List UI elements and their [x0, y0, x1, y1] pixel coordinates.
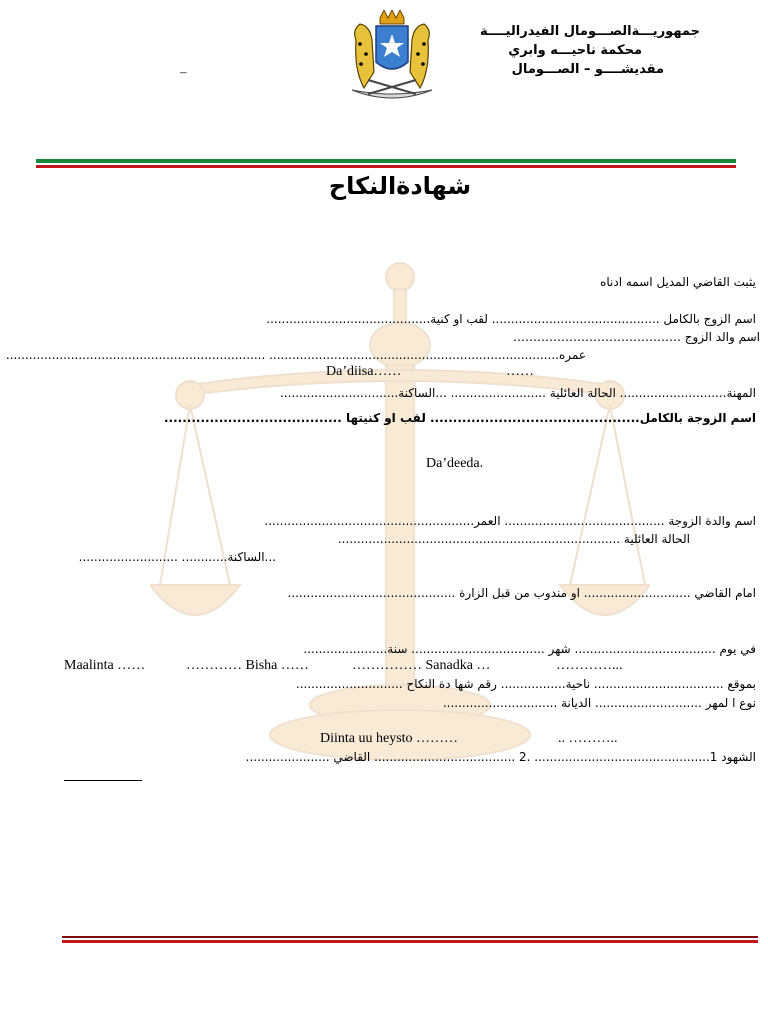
location-line: بموقع .................................. ناحية................. رقم شها دة النكاح ............................ [295, 677, 756, 691]
bride-name-line: اسم الزوجة بالكامل.............................................. لقب او كنيتها ....................................... [163, 411, 756, 425]
bride-mother-line: اسم والدة الزوجة .......................................... العمر....................................................... [264, 514, 756, 528]
groom-age-line: عمره............................................................................ .................................................................... [5, 348, 586, 362]
groom-job-line: المهنة............................ الحالة العائلية ......................... ...الساكنة............................... [279, 386, 756, 400]
bride-residence-line: ...الساكنة............ .......................... [78, 550, 276, 564]
religion-so-label: Diinta uu heysto ……… [320, 731, 459, 746]
groom-dadiisa-label: Da’diisa…… [326, 364, 402, 379]
header-dash: – [180, 64, 187, 79]
somalia-coat-of-arms-icon [346, 10, 438, 106]
mahr-religion-line: نوع ا لمهر ............................ الديانة .............................. [442, 696, 756, 710]
header-city: مقديشــــو – الصـــومال [511, 62, 664, 77]
date-line: في يوم ..................................... شهر ................................... سنة...................... [303, 642, 756, 656]
maalinta-label: Maalinta …… [64, 658, 146, 673]
religion-so-dots: .. ……….. [558, 731, 618, 746]
bride-status-line: الحالة العائلية .......................................................................... [337, 532, 690, 546]
groom-name-line: اسم الزوج بالكامل ............................................ لقب او كنية........................................... [266, 312, 756, 326]
bride-dadeeda-label: Da’deeda. [426, 456, 484, 471]
signature-underline [64, 780, 142, 781]
bisha-label: ………… Bisha …… [186, 658, 309, 673]
sanadka-label: …………… Sanadka … [352, 658, 491, 673]
date-dots-end: …………... [556, 658, 623, 673]
divider-red [36, 165, 736, 168]
judge-line: امام القاضي ............................ او مندوب من قبل الزارة ............................................ [287, 586, 756, 600]
intro-text: يثبت القاضي المديل اسمه ادناه [600, 275, 756, 289]
page-title: شهادةالنكاح [328, 172, 472, 200]
footer-bar-top [62, 936, 758, 938]
groom-father-line: اسم والد الزوج …………………………………… [512, 330, 760, 344]
footer-bar-bottom [62, 940, 758, 943]
header-court-name: محكمة ناحيـــه وابري [508, 43, 642, 58]
groom-dots: …… [506, 364, 534, 379]
witnesses-line: الشهود 1.............................................. .2 ..................................... القاضي ...................... [245, 750, 756, 764]
header-republic-name: جمهوريـــةالصـــومال الفيدراليــــة [479, 24, 700, 39]
